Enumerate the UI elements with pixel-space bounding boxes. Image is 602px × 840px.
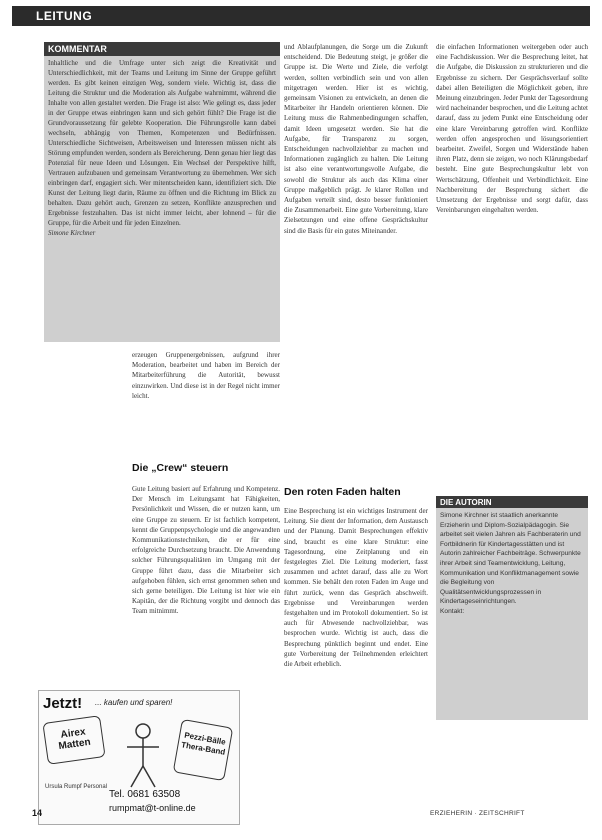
ad-tagline: ... kaufen und sparen! bbox=[95, 698, 173, 707]
ad-mat-airex: Airex Matten bbox=[42, 715, 105, 765]
col1-bottom-text bbox=[132, 484, 280, 617]
ad-sub: Ursula Rumpf Personal bbox=[45, 784, 108, 790]
col1-top-paragraph: erzeugen Gruppenergebnissen, aufgrund ihrer Moderation, bearbeitet und haben im Bereich der Mitarbeiterführung die Autorität, bewusst einzuwirken. Und diese ist in der Regel nicht immer leicht. bbox=[132, 351, 280, 400]
autorin-body: Simone Kirchner ist staatlich anerkannte Erzieherin und Diplom-Sozialpädagogin. Sie arbeitet seit vielen Jahren als Fachberaterin und Fortbildnerin für Kindertagesstätten und ist Autorin zahlreicher Fachbeiträge. Schwerpunkte ihrer Arbeit sind Teamentwicklung, Leitung, Kommunikation und Konfliktmanagement sowie die Begleitung von Qualitätsentwicklungsprozessen in Kindertageseinrichtungen. bbox=[440, 512, 581, 606]
ad-phone: Tel. 0681 63508 bbox=[109, 789, 181, 800]
ad-jetzt: Jetzt! bbox=[43, 695, 83, 712]
autorin-contact: Kontakt: bbox=[440, 607, 465, 615]
kommentar-box bbox=[44, 42, 280, 342]
kommentar-label: KOMMENTAR bbox=[44, 42, 280, 56]
advertisement bbox=[38, 690, 240, 825]
section-header bbox=[12, 6, 590, 26]
autorin-label: DIE AUTORIN bbox=[436, 496, 588, 509]
col2-top-paragraph: und Ablaufplanungen, die Sorge um die Zukunft entscheidend. Die Bedeutung steigt, je größer die Gruppe ist. Die Werte und Ziele, die verfolgt werden, sollten verbindlich sein und von allen mitgetragen werden. Hier ist es wichtig, gemeinsam Visionen zu entwickeln, an denen die Mitarbeiter ihr Handeln orientieren können. Die Leitung muss die Rahmenbedingungen schaffen, damit Ideen umgesetzt werden. Sie hat die Aufgabe, für Transparenz zu sorgen, Entscheidungen nachvollziehbar zu machen und Informationen zugänglich zu halten. Die Leitung ist also eine verantwortungsvolle Aufgabe, die sowohl die Struktur als auch das Klima einer Gruppe maßgeblich prägt. Je klarer Rollen und Aufgaben verteilt sind, desto besser funktioniert die Zusammenarbeit. Eine gute Vorbereitung, klare Zielsetzungen und eine offene Gesprächskultur sind die Basis für ein gutes Miteinander. bbox=[284, 43, 428, 235]
col3-text bbox=[436, 42, 588, 215]
kommentar-text: Inhaltliche und die Umfrage unter sich zeigt die Kreativität und Unterschiedlichkeit, mit der Teams und Leitung im Sinne der Gruppe geführt werden. Es gibt keinen einzigen Weg, sondern viele. Wichtig ist, dass die Leitung die Struktur und die Moderation als Aufgabe wahrnimmt, während die Inhalte von allen gestaltet werden. Die Frage ist also: Wie gelingt es, dass jeder in der Gruppe etwas einbringen kann und sich gehört fühlt? Die Frage ist die Grundvoraussetzung für gelebte Kooperation. Die Führungsrolle kann dabei wechseln, abhängig von Themen, Kompetenzen und Bedürfnissen. Unterschiedliche Sichtweisen, Arbeitsweisen und Interessen müssen nicht als Störung empfunden werden, sondern als Bereicherung. Denn genau hier liegt das Potenzial für neue Ideen und Lösungen. Ein Wechsel der Perspektive hilft, Vertrauen aufzubauen und gemeinsam Verantwortung zu übernehmen. Wer sich einbringen darf, engagiert sich. Wer mitentscheiden kann, identifiziert sich. Die Kunst der Leitung liegt darin, Räume zu öffnen und die Richtung im Blick zu behalten. Dazu gehört auch, Grenzen zu setzen, Konflikte anzusprechen und Ergebnisse festzuhalten. Das ist nicht immer leicht, aber lohnend – für die Gruppe, für die Arbeit und für jeden Einzelnen. bbox=[48, 59, 276, 227]
person-icon bbox=[123, 721, 163, 791]
footer-publication: ERZIEHERIN · ZEITSCHRIFT bbox=[430, 810, 525, 817]
col1-top-text bbox=[132, 350, 280, 401]
kommentar-body bbox=[44, 56, 280, 240]
kommentar-author: Simone Kirchner bbox=[48, 229, 96, 237]
heading-faden: Den roten Faden halten bbox=[284, 486, 401, 498]
col2-bottom-text bbox=[284, 506, 428, 669]
col3-paragraph: die einfachen Informationen weitergeben oder auch eine Fachdiskussion. Wer die Besprechung leitet, hat die Aufgabe, die Diskussion zu strukturieren und die Ergebnisse zu sichern. Der Gesprächsverlauf sollte dabei allen Beteiligten die Möglichkeit geben, ihre Meinung einzubringen. Jeder Punkt der Tagesordnung wird nacheinander besprochen, und die Leitung achtet darauf, dass zu jedem Punkt eine Entscheidung oder eine klare Vereinbarung getroffen wird. Konflikte werden offen angesprochen und lösungsorientiert bearbeitet. Zweifel, Sorgen und Widerstände haben ihren Platz, denn sie zeigen, wo noch Klärungsbedarf besteht. Eine gute Besprechungskultur lebt von Wertschätzung, Offenheit und Verbindlichkeit. Eine Nachbereitung der Besprechung sichert die Umsetzung der Ergebnisse und sorgt dafür, dass Vereinbarungen eingehalten werden. bbox=[436, 43, 588, 215]
autorin-box bbox=[436, 508, 588, 720]
col2-bottom-paragraph: Eine Besprechung ist ein wichtiges Instrument der Leitung. Sie dient der Information, dem Austausch und der Planung. Damit Besprechungen effektiv sind, braucht es eine klare Struktur: eine Tagesordnung, eine Zeitplanung und ein festgelegtes Ziel. Die Leitung moderiert, fasst zusammen und achtet darauf, dass alle zu Wort kommen. Sie behält den roten Faden im Auge und führt zurück, wenn das Gespräch abschweift. Ergebnisse und Vereinbarungen werden festgehalten und im Protokoll dokumentiert. So ist auch für Abwesende nachvollziehbar, was besprochen wurde. Wichtig ist auch, dass die Besprechung pünktlich beginnt und endet. Eine gute Vorbereitung der Teilnehmenden erleichtert die Arbeit erheblich. bbox=[284, 507, 428, 669]
ad-mat-pezzi: Pezzi-Bälle Thera-Band bbox=[173, 719, 234, 781]
ad-email[interactable]: rumpmat@t-online.de bbox=[109, 803, 196, 813]
heading-crew: Die „Crew“ steuern bbox=[132, 462, 229, 474]
section-title: LEITUNG bbox=[36, 9, 93, 23]
page-number: 14 bbox=[32, 808, 43, 818]
col1-bottom-paragraph: Gute Leitung basiert auf Erfahrung und Kompetenz. Der Mensch im Leitungsamt hat Fähigkeiten, Persönlichkeit und Wissen, die er nutzen kann, um eine Gruppe zu steuern. Er ist fachlich kompetent, kennt die Gruppenpsychologie und die angewandten Kommunikationstechniken, die er für eine erfolgreiche Durchsetzung braucht. Die Anwendung solcher Führungsqualitäten im Umgang mit der Gruppe führt dazu, dass die Mitarbeiter sich aufgehoben fühlen, sich ernst genommen sehen und sich gerne beteiligen. Die Leitung ist hier wie ein Kapitän, der die Richtung vorgibt und dennoch das Team mitnimmt. bbox=[132, 485, 280, 616]
col2-top-text bbox=[284, 42, 428, 236]
